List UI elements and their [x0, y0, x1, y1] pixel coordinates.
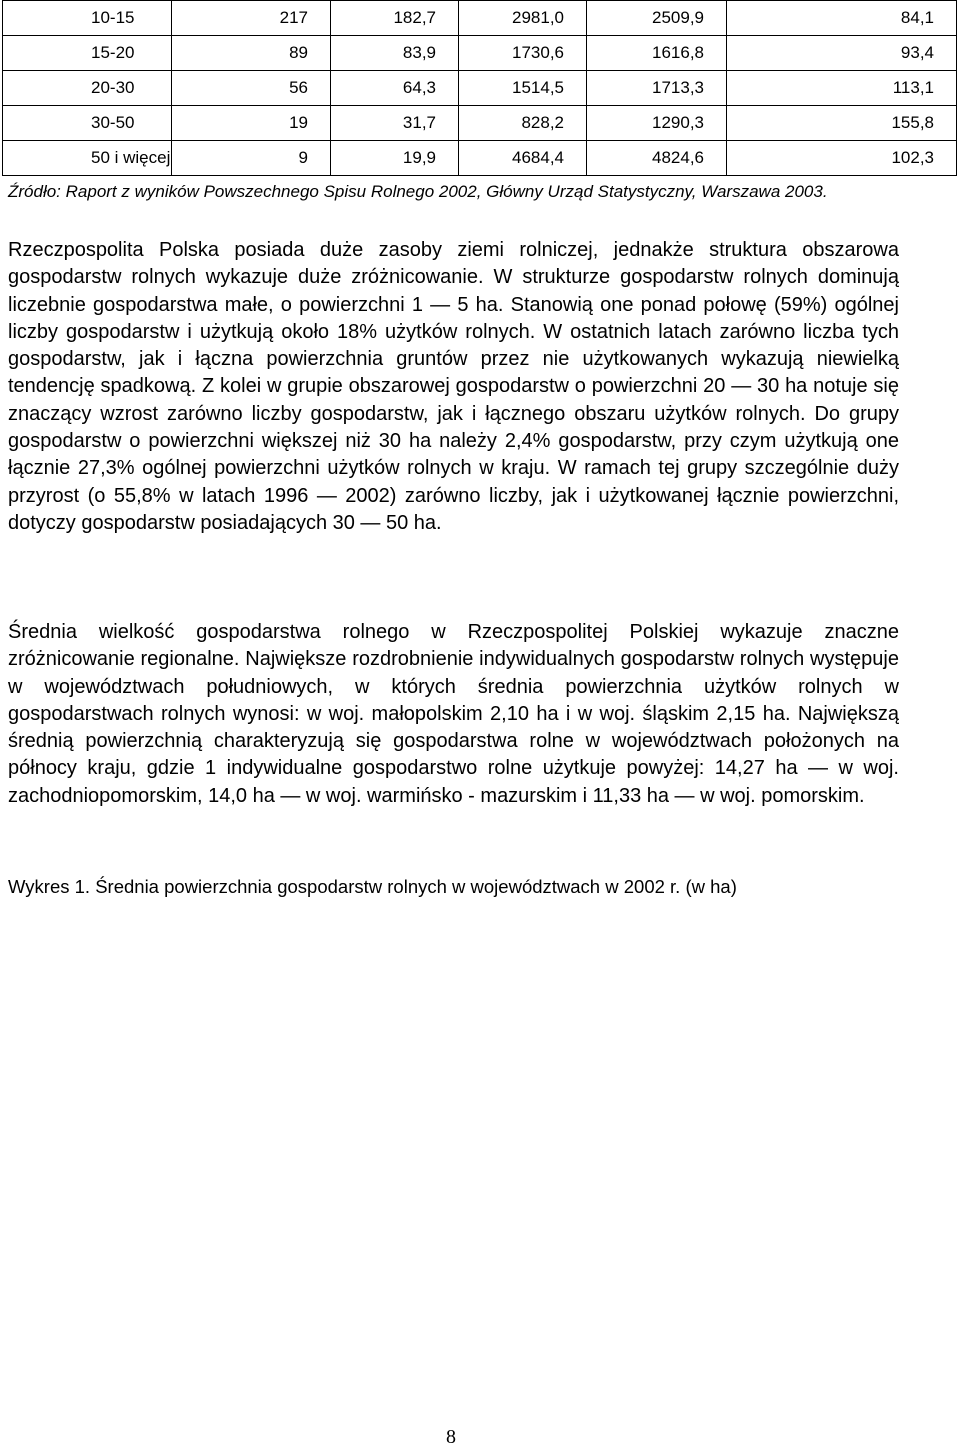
- source-note: Źródło: Raport z wyników Powszechnego Spisu Rolnego 2002, Główny Urząd Statystyczny, Warszawa 2003.: [8, 182, 828, 201]
- table-cell: 4684,4: [459, 141, 587, 176]
- table-cell: 19,9: [331, 141, 459, 176]
- table-row: [3, 141, 957, 176]
- table-cell: 31,7: [331, 106, 459, 141]
- figure-caption: Wykres 1. Średnia powierzchnia gospodarstw rolnych w województwach w 2002 r. (w ha): [8, 876, 737, 897]
- table-cell: 2509,9: [587, 1, 727, 36]
- table-row: [3, 106, 957, 141]
- table-cell: 64,3: [331, 71, 459, 106]
- table-row: [3, 71, 957, 106]
- table-cell: 1514,5: [459, 71, 587, 106]
- table-cell: 15-20: [3, 36, 172, 71]
- table-cell: 20-30: [3, 71, 172, 106]
- farm-size-table: [2, 0, 957, 176]
- table-cell: 9: [172, 141, 331, 176]
- paragraph-regional-average: Średnia wielkość gospodarstwa rolnego w Rzeczpospolitej Polskiej wykazuje znaczne zróżnicowanie regionalne. Największe rozdrobnienie indywidualnych gospodarstw rolnych występuje w województwach południowych, w których średnia powierzchnia użytków rolnych w gospodarstwach rolnych wynosi: w woj. małopolskim 2,10 ha i w woj. śląskim 2,15 ha. Największą średnią powierzchnią charakteryzują się gospodarstwa rolne w województwach położonych na północy kraju, gdzie 1 indywidualne gospodarstwo rolne użytkuje powyżej: 14,27 ha — w woj. zachodniopomorskim, 14,0 ha — w woj. warmińsko - mazurskim i 11,33 ha — w woj. pomorskim.: [8, 621, 899, 807]
- table-cell: 155,8: [727, 106, 957, 141]
- table-cell: 2981,0: [459, 1, 587, 36]
- table-cell: 1713,3: [587, 71, 727, 106]
- table-cell: 19: [172, 106, 331, 141]
- table-cell: 4824,6: [587, 141, 727, 176]
- table-cell: 93,4: [727, 36, 957, 71]
- table-cell: 10-15: [3, 1, 172, 36]
- table-cell: 182,7: [331, 1, 459, 36]
- page-number: 8: [446, 1426, 456, 1448]
- table-cell: 828,2: [459, 106, 587, 141]
- table-cell: 217: [172, 1, 331, 36]
- table-cell: 83,9: [331, 36, 459, 71]
- table-cell: 56: [172, 71, 331, 106]
- table-cell: 84,1: [727, 1, 957, 36]
- table-cell: 1616,8: [587, 36, 727, 71]
- table-cell: 113,1: [727, 71, 957, 106]
- table-cell: 1730,6: [459, 36, 587, 71]
- table-cell: 30-50: [3, 106, 172, 141]
- paragraph-farm-structure: Rzeczpospolita Polska posiada duże zasoby ziemi rolniczej, jednakże struktura obszarowa gospodarstw rolnych wykazuje duże zróżnicowanie. W strukturze gospodarstw rolnych dominują liczebnie gospodarstwa małe, o powierzchni 1 — 5 ha. Stanowią one ponad połowę (59%) ogólnej liczby gospodarstw i użytkują około 18% użytków rolnych. W ostatnich latach zarówno liczba tych gospodarstw, jak i łączna powierzchnia gruntów przez nie użytkowanych wykazują niewielką tendencję spadkową. Z kolei w grupie obszarowej gospodarstw o powierzchni 20 — 30 ha notuje się znaczący wzrost zarówno liczby gospodarstw, jak i łącznego obszaru użytków rolnych. Do grupy gospodarstw o powierzchni większej niż 30 ha należy 2,4% gospodarstw, przy czym użytkują one łącznie 27,3% ogólnej powierzchni użytków rolnych w kraju. W ramach tej grupy szczególnie duży przyrost (o 55,8% w latach 1996 — 2002) zarówno liczby, jak i użytkowanej łącznie powierzchni, dotyczy gospodarstw posiadających 30 — 50 ha.: [8, 239, 899, 534]
- table-cell: 50 i więcej: [3, 141, 172, 176]
- table-cell: 89: [172, 36, 331, 71]
- table-cell: 1290,3: [587, 106, 727, 141]
- table-row: [3, 1, 957, 36]
- table-row: [3, 36, 957, 71]
- table-cell: 102,3: [727, 141, 957, 176]
